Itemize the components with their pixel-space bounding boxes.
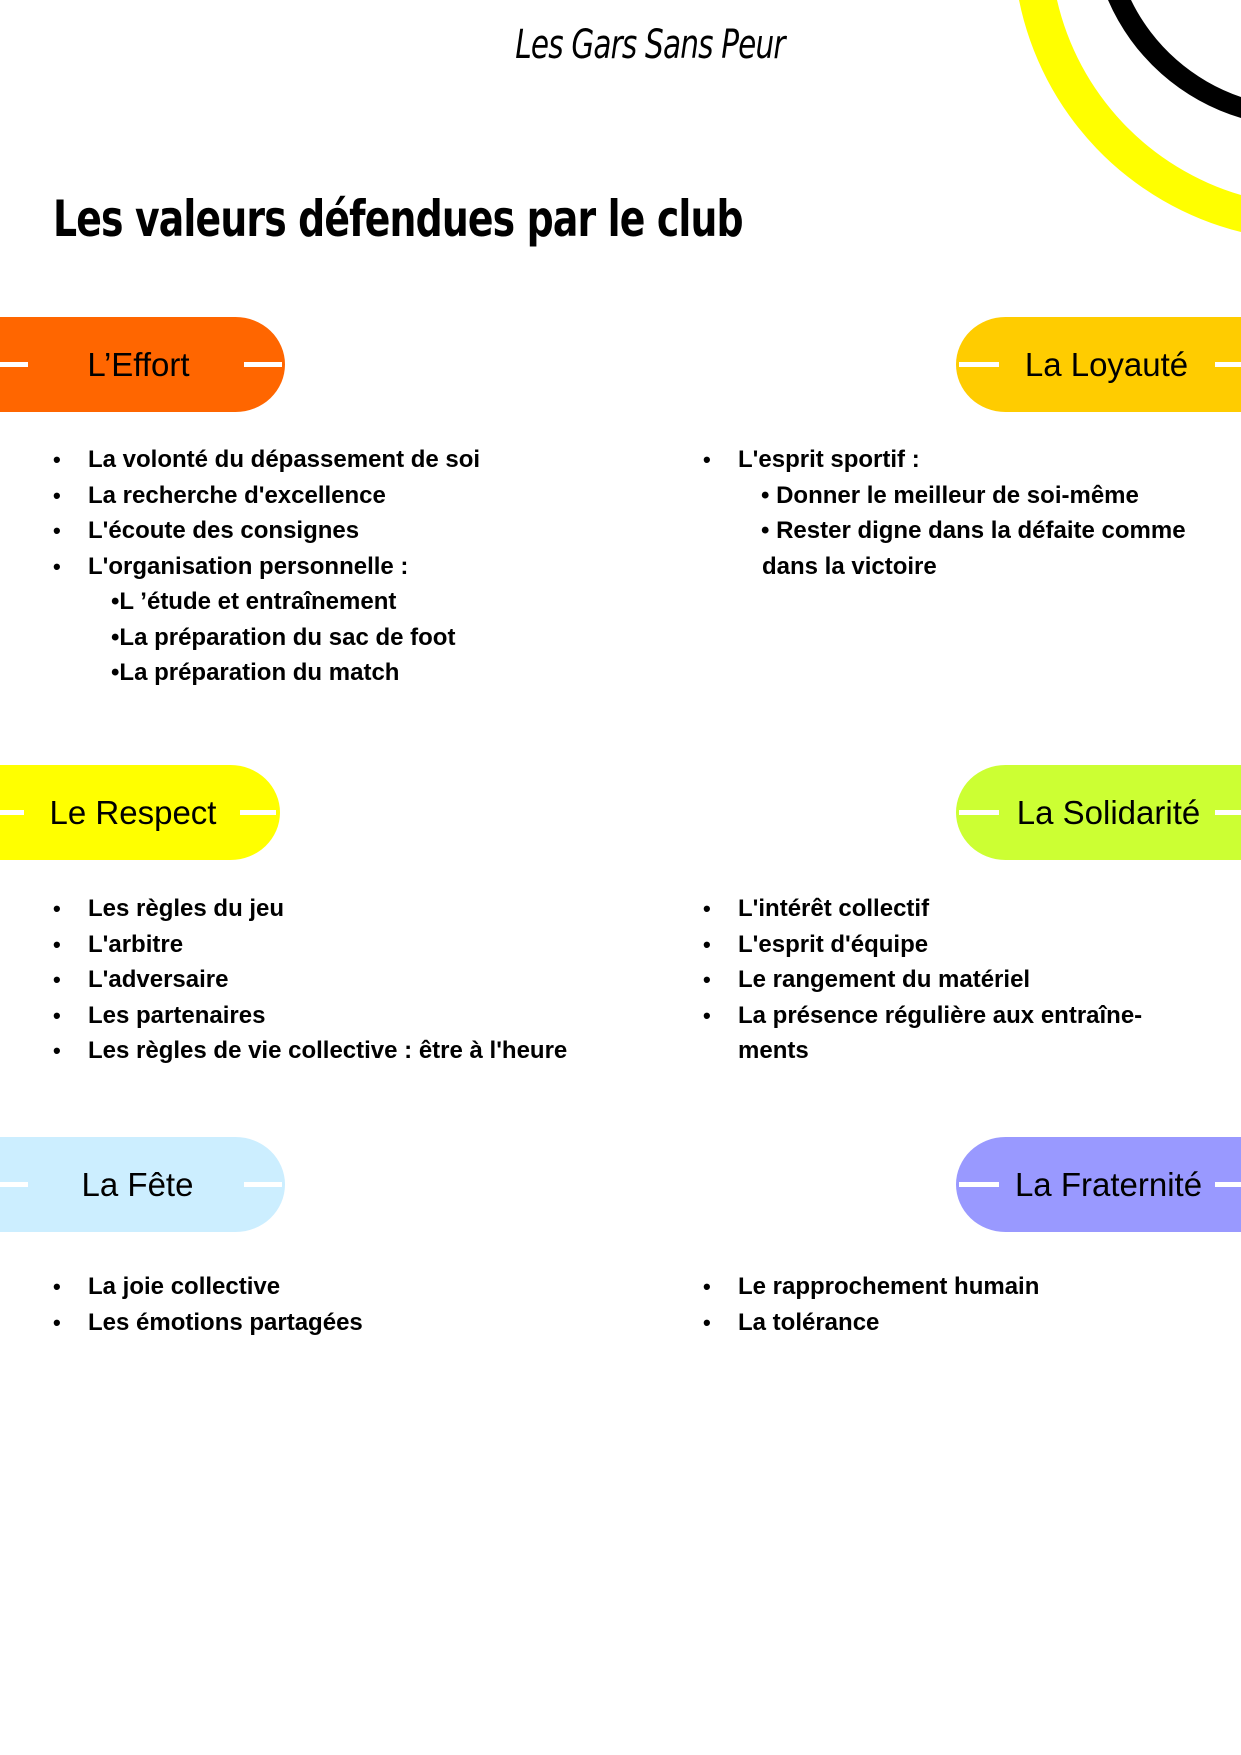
fraternite-list [703,1269,1223,1340]
sub-list-item: •La préparation du match [111,659,400,686]
list-item-continuation: ments [738,1037,809,1064]
solidarite-list [703,891,1223,1069]
sub-list-item: • Donner le meilleur de soi-même [761,481,1139,509]
list-item: • La recherche d'excellence [53,478,653,514]
list-item: • L'intérêt collectif [703,891,1223,927]
list-item: • L'organisation personnelle : [53,549,653,585]
fete-list [53,1269,653,1340]
effort-list [53,442,653,691]
list-item: • L'adversaire [53,962,673,998]
tab-effort [0,317,285,412]
list-item: • L'écoute des consignes [53,513,653,549]
tab-fete [0,1137,285,1232]
tab-loyaute [956,317,1241,412]
tab-fraternite-label: La Fraternité [1014,1165,1203,1203]
tab-effort-label: L’Effort [87,345,190,383]
list-item: • Le rangement du matériel [703,962,1223,998]
tab-solidarite-label: La Solidarité [1016,793,1201,831]
list-item: • La présence régulière aux entraîne- [703,998,1223,1034]
list-item: • Le rapprochement humain [703,1269,1223,1305]
tab-fete-label: La Fête [81,1165,194,1203]
tab-fraternite [956,1137,1241,1232]
list-item: • La tolérance [703,1305,1223,1341]
tab-loyaute-label: La Loyauté [1024,345,1189,383]
list-item: • Les partenaires [53,998,673,1034]
list-item: • La volonté du dépassement de soi [53,442,653,478]
tab-respect-label: Le Respect [49,793,217,831]
page-title: Les valeurs défendues par le club [53,190,743,248]
respect-list [53,891,673,1069]
list-item: • L'esprit d'équipe [703,927,1223,963]
list-item: • Les règles du jeu [53,891,673,927]
tab-respect [0,765,280,860]
list-item: • L'esprit sportif : [703,442,1223,478]
club-name: Les Gars Sans Peur [515,22,785,68]
list-item: • Les émotions partagées [53,1305,653,1341]
list-item: • L'arbitre [53,927,673,963]
sub-list-item: • Rester digne dans la défaite comme [761,517,1186,544]
sub-list-item-continuation: dans la victoire [762,552,937,580]
tab-solidarite [956,765,1241,860]
list-item: • Les règles de vie collective : être à l'heure [53,1033,673,1069]
loyaute-list [703,442,1223,584]
sub-list-item: •La préparation du sac de foot [111,623,456,651]
sub-list-item: •L ’étude et entraînement [111,588,397,615]
list-item: • La joie collective [53,1269,653,1305]
